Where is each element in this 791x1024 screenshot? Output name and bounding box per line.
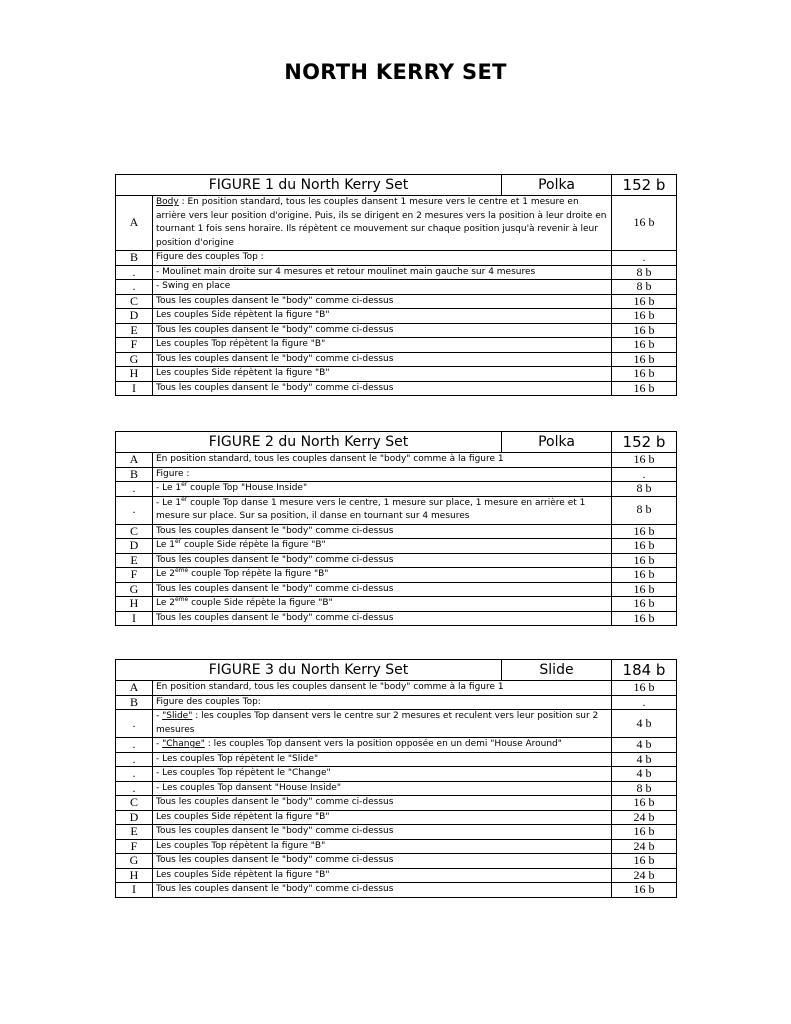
table-row xyxy=(116,854,677,869)
row-text: Les couples Top répètent la figure "B" xyxy=(156,339,326,349)
table-row xyxy=(116,539,677,554)
table-row xyxy=(116,367,677,382)
row-code: E xyxy=(116,553,153,568)
table-row xyxy=(116,496,677,524)
row-code: . xyxy=(116,482,153,497)
row-description xyxy=(153,367,612,382)
figure-header xyxy=(116,175,677,196)
row-duration: 16 b xyxy=(612,539,677,554)
row-text: Figure des couples Top : xyxy=(156,252,264,262)
row-duration: 4 b xyxy=(612,710,677,738)
row-code: D xyxy=(116,539,153,554)
table-row xyxy=(116,338,677,353)
row-duration: 16 b xyxy=(612,825,677,840)
row-text: couple Top danse 1 mesure vers le centre, 1 mesure sur place, 1 mesure en arrière et 1 mesure sur place. Sur sa position, il danse en tournant sur 4 mesures xyxy=(156,497,586,521)
row-duration: 8 b xyxy=(612,496,677,524)
row-code: . xyxy=(116,265,153,280)
row-code: D xyxy=(116,810,153,825)
row-code: B xyxy=(116,695,153,710)
row-text: Tous les couples dansent le "body" comme ci-dessus xyxy=(156,826,394,836)
row-prefix: - xyxy=(156,739,163,749)
table-row xyxy=(116,251,677,266)
row-description xyxy=(153,352,612,367)
row-description xyxy=(153,309,612,324)
ordinal-suffix: er xyxy=(174,538,182,545)
row-text: Tous les couples dansent le "body" comme ci-dessus xyxy=(156,797,394,807)
row-text: couple Side répète la figure "B" xyxy=(188,598,333,608)
row-text: Tous les couples dansent le "body" comme ci-dessus xyxy=(156,525,394,536)
dance-type: Polka xyxy=(502,175,612,196)
row-prefix: Le 1 xyxy=(156,540,175,550)
row-duration: 16 b xyxy=(612,367,677,382)
row-description xyxy=(153,196,612,251)
row-text: - Les couples Top dansent "House Inside" xyxy=(156,782,341,793)
row-prefix: - Le 1 xyxy=(156,483,182,493)
row-separator: : xyxy=(192,711,202,721)
figure-header xyxy=(116,432,677,453)
row-code: F xyxy=(116,338,153,353)
row-text: Les couples Side répètent la figure "B" xyxy=(156,811,330,822)
row-duration: 24 b xyxy=(612,839,677,854)
row-text: Les couples Side répètent la figure "B" xyxy=(156,869,330,880)
figure-title: FIGURE 3 du North Kerry Set xyxy=(116,660,502,681)
table-row xyxy=(116,681,677,696)
table-row xyxy=(116,482,677,497)
row-code: F xyxy=(116,568,153,583)
row-duration: 8 b xyxy=(612,280,677,295)
table-row xyxy=(116,294,677,309)
row-code: A xyxy=(116,196,153,251)
row-text: couple Top répète la figure "B" xyxy=(188,569,329,579)
row-text: couple Side répète la figure "B" xyxy=(181,540,326,550)
row-duration: 16 b xyxy=(612,294,677,309)
table-row xyxy=(116,781,677,796)
row-duration: 4 b xyxy=(612,767,677,782)
row-code: E xyxy=(116,323,153,338)
row-duration: 16 b xyxy=(612,854,677,869)
table-row xyxy=(116,825,677,840)
row-duration: 8 b xyxy=(612,781,677,796)
table-row xyxy=(116,352,677,367)
row-duration: 16 b xyxy=(612,524,677,539)
row-text: les couples Top dansent vers le centre sur 2 mesures et reculent vers leur position sur 2 mesures xyxy=(156,711,599,735)
row-duration: . xyxy=(612,251,677,266)
row-duration: 16 b xyxy=(612,553,677,568)
row-description xyxy=(153,323,612,338)
row-description xyxy=(153,381,612,396)
ordinal-suffix: ème xyxy=(174,567,189,574)
row-duration: 8 b xyxy=(612,482,677,497)
row-duration: 16 b xyxy=(612,309,677,324)
row-duration: 16 b xyxy=(612,568,677,583)
row-keyword: "Change" xyxy=(162,739,205,749)
row-text: - Moulinet main droite sur 4 mesures et retour moulinet main gauche sur 4 mesures xyxy=(156,266,536,277)
row-description xyxy=(153,710,612,738)
row-description xyxy=(153,265,612,280)
row-text: Figure des couples Top: xyxy=(156,696,261,707)
row-separator: : xyxy=(178,197,188,207)
row-description xyxy=(153,810,612,825)
table-row xyxy=(116,611,677,626)
row-code: G xyxy=(116,854,153,869)
row-text: les couples Top dansent vers la position opposée en un demi "House Around" xyxy=(213,739,562,749)
table-row xyxy=(116,710,677,738)
row-code: G xyxy=(116,352,153,367)
row-text: En position standard, tous les couples dansent le "body" comme à la figure 1 xyxy=(156,682,504,692)
row-description xyxy=(153,496,612,524)
row-duration: 16 b xyxy=(612,338,677,353)
row-description xyxy=(153,738,612,753)
row-code: I xyxy=(116,611,153,626)
row-code: . xyxy=(116,496,153,524)
row-duration: . xyxy=(612,695,677,710)
row-description xyxy=(153,582,612,597)
table-row xyxy=(116,796,677,811)
figure-title: FIGURE 1 du North Kerry Set xyxy=(116,175,502,196)
row-description xyxy=(153,796,612,811)
dance-type: Slide xyxy=(502,660,612,681)
row-code: B xyxy=(116,251,153,266)
row-description xyxy=(153,868,612,883)
row-code: G xyxy=(116,582,153,597)
row-duration: 24 b xyxy=(612,868,677,883)
table-row xyxy=(116,553,677,568)
row-description xyxy=(153,453,612,468)
table-row xyxy=(116,323,677,338)
row-text: Les couples Side répètent la figure "B" xyxy=(156,368,330,378)
row-description xyxy=(153,611,612,626)
row-description xyxy=(153,482,612,497)
row-duration: 16 b xyxy=(612,381,677,396)
table-row xyxy=(116,738,677,753)
page-title: NORTH KERRY SET xyxy=(284,60,507,84)
row-description xyxy=(153,553,612,568)
row-code: . xyxy=(116,710,153,738)
row-keyword: "Slide" xyxy=(162,711,193,721)
table-row xyxy=(116,196,677,251)
row-description xyxy=(153,338,612,353)
row-text: En position standard, tous les couples dansent 1 mesure vers le centre et 1 mesure en arrière vers leur position d'origine. Puis, ils se dirigent en 2 mesures vers la position à leur droite en tournant 1 fois sens horaire. Ils répètent ce mouvement sur chaque position jusqu'à revenir à leur position d'origine xyxy=(156,197,607,248)
total-bars: 152 b xyxy=(612,432,677,453)
row-duration: 16 b xyxy=(612,681,677,696)
row-duration: 16 b xyxy=(612,796,677,811)
row-duration: 24 b xyxy=(612,810,677,825)
row-text: Tous les couples dansent le "body" comme ci-dessus xyxy=(156,295,394,306)
row-description xyxy=(153,781,612,796)
dance-type: Polka xyxy=(502,432,612,453)
row-description xyxy=(153,280,612,295)
row-description xyxy=(153,767,612,782)
row-code: . xyxy=(116,781,153,796)
row-duration: 16 b xyxy=(612,883,677,898)
row-duration: 16 b xyxy=(612,597,677,612)
row-code: H xyxy=(116,367,153,382)
ordinal-suffix: ème xyxy=(174,596,189,603)
row-code: A xyxy=(116,453,153,468)
row-text: Les couples Side répètent la figure "B" xyxy=(156,310,330,320)
row-code: H xyxy=(116,597,153,612)
row-text: Tous les couples dansent le "body" comme ci-dessus xyxy=(156,583,394,594)
table-row xyxy=(116,582,677,597)
row-code: . xyxy=(116,280,153,295)
row-code: E xyxy=(116,825,153,840)
table-row xyxy=(116,810,677,825)
row-description xyxy=(153,251,612,266)
table-row xyxy=(116,752,677,767)
row-description xyxy=(153,854,612,869)
table-row xyxy=(116,695,677,710)
row-description xyxy=(153,539,612,554)
figure-title: FIGURE 2 du North Kerry Set xyxy=(116,432,502,453)
row-text: couple Top "House Inside" xyxy=(187,483,308,493)
row-prefix: - xyxy=(156,711,163,721)
row-text: Tous les couples dansent le "body" comme ci-dessus xyxy=(156,353,394,364)
figure-header xyxy=(116,660,677,681)
row-code: F xyxy=(116,839,153,854)
row-text: Tous les couples dansent le "body" comme ci-dessus xyxy=(156,855,394,865)
row-code: . xyxy=(116,738,153,753)
table-row xyxy=(116,265,677,280)
table-row xyxy=(116,524,677,539)
figure-1-table xyxy=(115,174,677,396)
row-code: C xyxy=(116,294,153,309)
row-duration: 16 b xyxy=(612,453,677,468)
row-text: Tous les couples dansent le "body" comme ci-dessus xyxy=(156,324,394,335)
row-keyword: Body xyxy=(156,197,179,207)
total-bars: 152 b xyxy=(612,175,677,196)
row-description xyxy=(153,695,612,710)
row-text: Les couples Top répètent la figure "B" xyxy=(156,840,326,851)
row-text: Tous les couples dansent le "body" comme ci-dessus xyxy=(156,612,394,623)
row-text: Figure : xyxy=(156,468,190,479)
table-row xyxy=(116,597,677,612)
table-row xyxy=(116,381,677,396)
row-text: Tous les couples dansent le "body" comme ci-dessus xyxy=(156,382,394,393)
row-text: En position standard, tous les couples dansent le "body" comme à la figure 1 xyxy=(156,454,504,464)
row-description xyxy=(153,825,612,840)
figure-2-table xyxy=(115,431,677,626)
row-description xyxy=(153,568,612,583)
row-duration: . xyxy=(612,467,677,482)
row-description xyxy=(153,294,612,309)
row-code: . xyxy=(116,752,153,767)
row-duration: 16 b xyxy=(612,352,677,367)
row-duration: 4 b xyxy=(612,752,677,767)
row-duration: 16 b xyxy=(612,323,677,338)
row-description xyxy=(153,467,612,482)
ordinal-suffix: er xyxy=(181,481,188,488)
table-row xyxy=(116,453,677,468)
row-text: - Les couples Top répètent le "Change" xyxy=(156,768,331,778)
row-text: Tous les couples dansent le "body" comme ci-dessus xyxy=(156,884,394,894)
row-prefix: Le 2 xyxy=(156,598,175,608)
row-prefix: - Le 1 xyxy=(156,497,182,508)
row-code: C xyxy=(116,796,153,811)
row-separator: : xyxy=(204,739,214,749)
row-code: A xyxy=(116,681,153,696)
row-code: . xyxy=(116,767,153,782)
row-duration: 16 b xyxy=(612,196,677,251)
row-description xyxy=(153,524,612,539)
table-row xyxy=(116,568,677,583)
row-code: D xyxy=(116,309,153,324)
table-row xyxy=(116,868,677,883)
table-row xyxy=(116,767,677,782)
row-code: I xyxy=(116,883,153,898)
ordinal-suffix: er xyxy=(181,495,188,503)
table-row xyxy=(116,309,677,324)
row-text: Tous les couples dansent le "body" comme ci-dessus xyxy=(156,554,394,565)
figure-3-table xyxy=(115,659,677,898)
row-text: - Les couples Top répètent le "Slide" xyxy=(156,753,319,764)
table-row xyxy=(116,280,677,295)
row-description xyxy=(153,752,612,767)
row-code: I xyxy=(116,381,153,396)
row-description xyxy=(153,681,612,696)
table-row xyxy=(116,839,677,854)
row-duration: 8 b xyxy=(612,265,677,280)
total-bars: 184 b xyxy=(612,660,677,681)
row-duration: 16 b xyxy=(612,582,677,597)
table-row xyxy=(116,467,677,482)
row-text: - Swing en place xyxy=(156,281,231,291)
row-code: C xyxy=(116,524,153,539)
row-code: H xyxy=(116,868,153,883)
row-prefix: Le 2 xyxy=(156,569,175,579)
row-duration: 16 b xyxy=(612,611,677,626)
table-row xyxy=(116,883,677,898)
row-description xyxy=(153,839,612,854)
row-duration: 4 b xyxy=(612,738,677,753)
row-description xyxy=(153,597,612,612)
row-description xyxy=(153,883,612,898)
row-code: B xyxy=(116,467,153,482)
